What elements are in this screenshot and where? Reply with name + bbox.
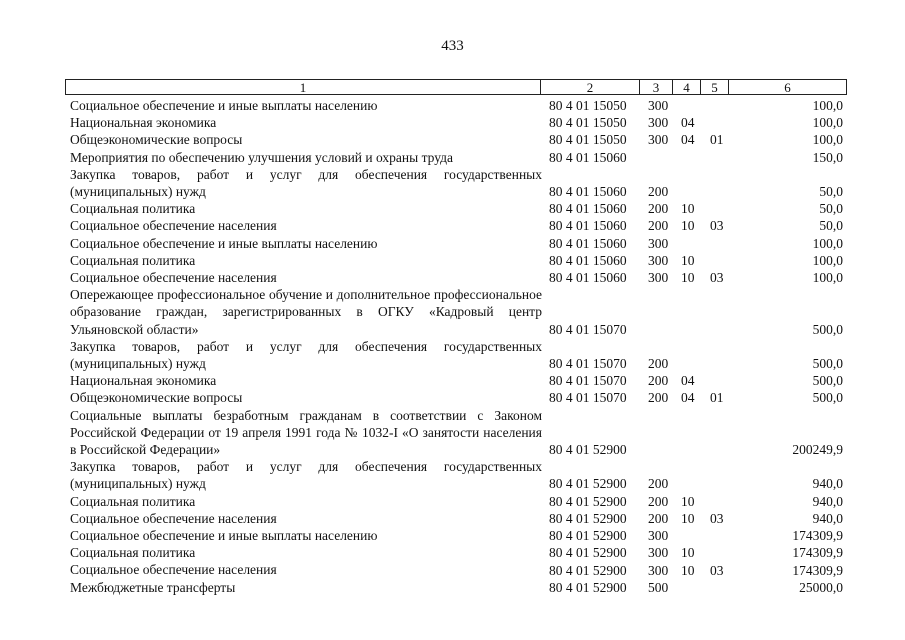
row-name: Социальное обеспечение и иные выплаты населению — [70, 528, 378, 544]
table-row — [0, 458, 905, 492]
row-name: Мероприятия по обеспечению улучшения условий и охраны труда — [70, 149, 453, 165]
row-name: Общеэкономические вопросы — [70, 390, 243, 406]
row-col-3: 300 — [648, 252, 669, 268]
row-col-4: 10 — [681, 510, 695, 526]
row-code: 80 4 01 15060 — [549, 235, 627, 251]
row-code: 80 4 01 15060 — [549, 184, 627, 200]
row-code: 80 4 01 52900 — [549, 562, 627, 578]
row-name: Межбюджетные трансферты — [70, 579, 236, 595]
row-col-3: 200 — [648, 510, 669, 526]
row-code: 80 4 01 15070 — [549, 356, 627, 372]
row-code: 80 4 01 15060 — [549, 270, 627, 286]
row-amount: 940,0 — [812, 476, 843, 492]
table-row — [0, 217, 905, 234]
row-name: Закупка товаров, работ и услуг для обеспечения государственных (муниципальных) нужд — [70, 459, 542, 492]
row-code: 80 4 01 52900 — [549, 510, 627, 526]
table-header — [65, 79, 847, 95]
row-amount: 500,0 — [812, 321, 843, 337]
header-col-6: 6 — [784, 80, 791, 95]
table-row — [0, 114, 905, 131]
table-body — [0, 97, 905, 596]
row-amount: 200249,9 — [792, 442, 843, 458]
row-col-5: 03 — [710, 510, 724, 526]
row-amount: 100,0 — [812, 252, 843, 268]
row-code: 80 4 01 52900 — [549, 545, 627, 561]
row-amount: 150,0 — [812, 149, 843, 165]
row-name: Социальные выплаты безработным гражданам в соответствии с Законом Российской Федерации от 19 апреля 1991 года № 1032-I «О занятости населения в Российской Федерации» — [70, 407, 542, 458]
row-col-4: 04 — [681, 390, 695, 406]
row-name: Закупка товаров, работ и услуг для обеспечения государственных (муниципальных) нужд — [70, 338, 542, 372]
row-name: Социальное обеспечение населения — [70, 270, 277, 286]
table-row — [0, 544, 905, 561]
row-code: 80 4 01 15050 — [549, 132, 627, 148]
table-row — [0, 510, 905, 527]
row-col-5: 03 — [710, 270, 724, 286]
row-col-4: 10 — [681, 562, 695, 578]
row-name: Закупка товаров, работ и услуг для обеспечения государственных (муниципальных) нужд — [70, 166, 542, 200]
row-col-4: 10 — [681, 545, 695, 561]
row-code: 80 4 01 15070 — [549, 390, 627, 406]
row-amount: 100,0 — [812, 270, 843, 286]
row-col-3: 500 — [648, 579, 669, 595]
row-col-3: 300 — [648, 98, 669, 114]
row-col-3: 300 — [648, 132, 669, 148]
row-name: Социальная политика — [70, 252, 196, 268]
row-code: 80 4 01 15060 — [549, 218, 627, 234]
row-amount: 100,0 — [812, 115, 843, 131]
row-amount: 174309,9 — [792, 562, 843, 578]
row-col-5: 03 — [710, 562, 724, 578]
row-name: Опережающее профессиональное обучение и дополнительное профессиональное образование граждан, зарегистрированных в ОГКУ «Кадровый центр Ульяновской области» — [70, 287, 542, 337]
row-name: Социальная политика — [70, 493, 196, 509]
row-col-4: 10 — [681, 218, 695, 234]
row-col-3: 200 — [648, 476, 669, 492]
row-name: Общеэкономические вопросы — [70, 132, 243, 148]
row-col-5: 01 — [710, 390, 724, 406]
row-amount: 25000,0 — [799, 579, 843, 595]
header-col-5: 5 — [701, 80, 729, 94]
table-row — [0, 252, 905, 269]
row-amount: 500,0 — [812, 356, 843, 372]
row-name: Социальное обеспечение населения — [70, 510, 277, 526]
table-row — [0, 407, 905, 459]
table-row — [0, 166, 905, 200]
row-col-5: 03 — [710, 218, 724, 234]
row-col-3: 200 — [648, 201, 669, 217]
row-code: 80 4 01 15060 — [549, 201, 627, 217]
row-col-3: 200 — [648, 373, 669, 389]
header-col-1: 1 — [66, 80, 541, 94]
table-row — [0, 579, 905, 596]
row-col-4: 04 — [681, 132, 695, 148]
row-code: 80 4 01 15060 — [549, 149, 627, 165]
row-col-3: 300 — [648, 545, 669, 561]
row-col-4: 04 — [681, 115, 695, 131]
row-col-3: 300 — [648, 270, 669, 286]
table-row — [0, 97, 905, 114]
row-code: 80 4 01 52900 — [549, 493, 627, 509]
table-row — [0, 286, 905, 338]
row-name: Социальное обеспечение населения — [70, 218, 277, 234]
row-col-3: 200 — [648, 218, 669, 234]
row-name: Социальная политика — [70, 201, 196, 217]
row-code: 80 4 01 52900 — [549, 442, 627, 458]
table-row — [0, 561, 905, 578]
row-amount: 500,0 — [812, 373, 843, 389]
table-row — [0, 131, 905, 148]
row-amount: 100,0 — [812, 132, 843, 148]
row-col-3: 300 — [648, 235, 669, 251]
table-row — [0, 389, 905, 406]
row-name: Социальное обеспечение и иные выплаты населению — [70, 235, 378, 251]
table-row — [0, 200, 905, 217]
row-amount: 50,0 — [819, 218, 843, 234]
row-col-4: 10 — [681, 201, 695, 217]
row-amount: 940,0 — [812, 510, 843, 526]
row-col-3: 300 — [648, 528, 669, 544]
row-col-3: 300 — [648, 562, 669, 578]
table-row — [0, 372, 905, 389]
row-code: 80 4 01 15050 — [549, 98, 627, 114]
row-name: Национальная экономика — [70, 115, 217, 131]
table-row — [0, 493, 905, 510]
row-col-3: 200 — [648, 493, 669, 509]
row-code: 80 4 01 15050 — [549, 115, 627, 131]
row-name: Национальная экономика — [70, 373, 217, 389]
row-amount: 940,0 — [812, 493, 843, 509]
row-col-3: 300 — [648, 115, 669, 131]
table-row — [0, 149, 905, 166]
row-code: 80 4 01 52900 — [549, 528, 627, 544]
header-col-4: 4 — [673, 80, 701, 94]
row-col-3: 200 — [648, 356, 669, 372]
table-row — [0, 338, 905, 372]
row-col-4: 04 — [681, 373, 695, 389]
row-col-3: 200 — [648, 184, 669, 200]
row-amount: 174309,9 — [792, 545, 843, 561]
row-amount: 50,0 — [819, 201, 843, 217]
row-amount: 500,0 — [812, 390, 843, 406]
row-name: Социальное обеспечение и иные выплаты населению — [70, 98, 378, 113]
row-col-4: 10 — [681, 270, 695, 286]
row-amount: 50,0 — [819, 184, 843, 200]
page-number: 433 — [441, 38, 464, 54]
row-name: Социальное обеспечение населения — [70, 562, 277, 578]
row-code: 80 4 01 15070 — [549, 321, 627, 337]
header-col-2: 2 — [541, 80, 640, 94]
row-col-5: 01 — [710, 132, 724, 148]
table-row — [0, 527, 905, 544]
table-row — [0, 235, 905, 252]
row-name: Социальная политика — [70, 545, 196, 561]
header-col-3: 3 — [640, 80, 673, 94]
row-amount: 100,0 — [812, 98, 843, 114]
row-code: 80 4 01 15070 — [549, 373, 627, 389]
row-code: 80 4 01 52900 — [549, 476, 627, 492]
row-col-4: 10 — [681, 493, 695, 509]
row-col-3: 200 — [648, 390, 669, 406]
table-row — [0, 269, 905, 286]
row-amount: 100,0 — [812, 235, 843, 251]
row-code: 80 4 01 52900 — [549, 579, 627, 595]
row-amount: 174309,9 — [792, 528, 843, 544]
row-col-4: 10 — [681, 252, 695, 268]
row-code: 80 4 01 15060 — [549, 252, 627, 268]
